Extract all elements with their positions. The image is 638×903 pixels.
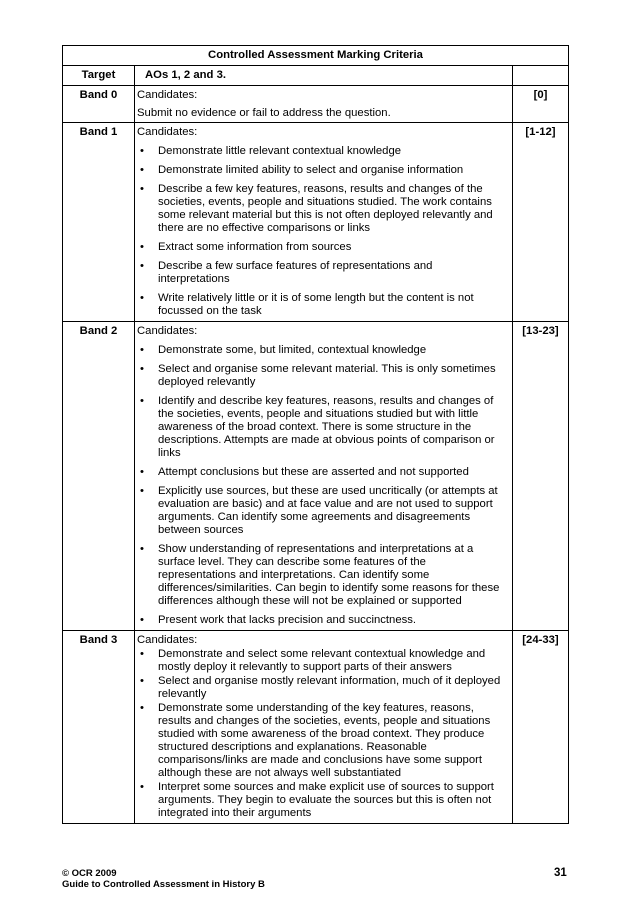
target-empty-cell [513,66,569,86]
list-item: • Write relatively little or it is of some length but the content is not focussed on the task [140,292,474,317]
list-item: • Demonstrate and select some relevant contextual knowledge and mostly deploy it relevantly to support parts of their answers [140,648,486,673]
list-item: • Demonstrate some, but limited, contextual knowledge [140,344,427,356]
band-row [63,631,569,824]
bullet-icon: • [140,702,144,714]
band-criteria [135,631,513,824]
band-bullet-list [135,145,512,321]
table-title: Controlled Assessment Marking Criteria [63,46,569,66]
band-label: Band 0 [63,86,135,123]
bullet-icon: • [140,145,144,157]
guide-title: Guide to Controlled Assessment in History B [62,879,265,890]
band-label: Band 2 [63,322,135,631]
list-item: • Explicitly use sources, but these are used uncritically (or attempts at evaluation are basic) and at face value and are not used to support arguments. Can identify some agreements and disagreements between sources [140,485,498,536]
list-item: • Demonstrate little relevant contextual knowledge [140,145,402,157]
list-item: • Interpret some sources and make explicit use of sources to support arguments. They begin to evaluate the sources but this is often not integrated into their arguments [140,781,494,819]
band-criteria [135,322,513,631]
bullet-icon: • [140,183,144,195]
band-criteria [135,123,513,322]
list-item: • Attempt conclusions but these are asserted and not supported [140,466,469,478]
bullet-icon: • [140,395,144,407]
band-intro: Candidates: [137,89,198,101]
band-marks: [1-12] [513,123,569,322]
bullet-icon: • [140,614,144,626]
target-row [63,66,569,86]
list-item: • Present work that lacks precision and succinctness. [140,614,417,626]
list-item: • Demonstrate some understanding of the key features, reasons, results and changes of the societies, events, people and situations studied with some awareness of the broad context. They produce structured descriptions and explanations. Reasonable comparisons/links are made and conclusions have some support although these are not always well substantiated [140,702,491,779]
band-bullet-list [135,648,512,823]
bullet-icon: • [140,164,144,176]
band-bullet-list [135,344,512,630]
bullet-icon: • [140,485,144,497]
bullet-icon: • [140,292,144,304]
bullet-icon: • [140,675,144,687]
list-item: • Extract some information from sources [140,241,352,253]
band-intro: Candidates: [137,634,198,646]
band-row [63,123,569,322]
band-marks: [24-33] [513,631,569,824]
band-intro: Candidates: [137,126,198,138]
target-label: Target [63,66,135,86]
band-intro: Candidates: [137,325,198,337]
band-text: Submit no evidence or fail to address the question. [137,107,391,119]
band-label: Band 1 [63,123,135,322]
list-item: • Select and organise some relevant material. This is only sometimes deployed relevantly [140,363,496,388]
bullet-icon: • [140,648,144,660]
band-criteria [135,86,513,123]
list-item: • Show understanding of representations and interpretations at a surface level. They can describe some features of the representations and interpretations. Can identify some differences/similarities. Can begin to identify some reasons for these differences although these will not be explained or supported [140,543,500,607]
bullet-icon: • [140,241,144,253]
list-item: • Demonstrate limited ability to select and organise information [140,164,464,176]
band-marks: [0] [513,86,569,123]
bullet-icon: • [140,260,144,272]
bullet-icon: • [140,543,144,555]
band-label: Band 3 [63,631,135,824]
page-footer [62,868,265,890]
target-value: AOs 1, 2 and 3. [135,66,513,86]
list-item: • Select and organise mostly relevant information, much of it deployed relevantly [140,675,501,700]
list-item: • Describe a few surface features of representations and interpretations [140,260,433,285]
band-row [63,86,569,123]
list-item: • Describe a few key features, reasons, results and changes of the societies, events, people and situations studied. The work contains some relevant material but this is not often deployed relevantly and there are no effective comparisons or links [140,183,493,234]
band-marks: [13-23] [513,322,569,631]
bullet-icon: • [140,466,144,478]
copyright-text: © OCR 2009 [62,868,117,879]
list-item: • Identify and describe key features, reasons, results and changes of the societies, events, people and situations studied but with little awareness of the broad context. There is some structure in the descriptions. Attempts are made at obvious points of comparison or links [140,395,495,459]
band-row [63,322,569,631]
bullet-icon: • [140,781,144,793]
bullet-icon: • [140,363,144,375]
page-number: 31 [554,867,567,879]
bullet-icon: • [140,344,144,356]
marking-criteria-table [62,45,569,824]
